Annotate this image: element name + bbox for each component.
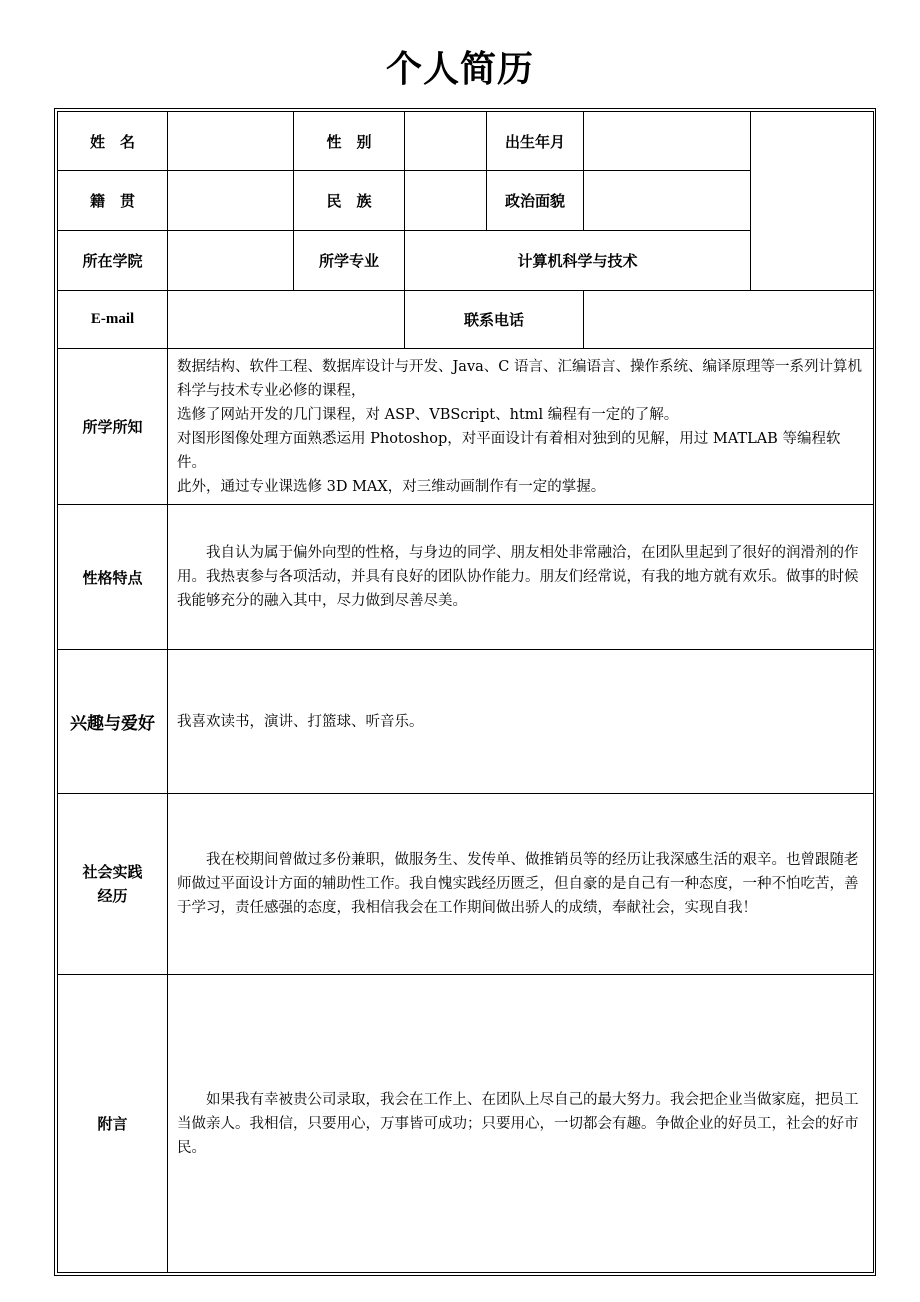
page-title: 个人简历 <box>385 49 534 90</box>
college-value-cell[interactable] <box>168 231 294 291</box>
resume-table-frame <box>54 108 876 1276</box>
hobbies-content <box>168 650 874 794</box>
knowledge-line: 对图形图像处理方面熟悉运用 Photoshop，对平面设计有着相对独到的见解，用过 MATLAB 等编程软件。 <box>177 430 841 471</box>
name-label: 姓 名 <box>58 112 168 171</box>
practice-label-line2: 经历 <box>97 887 128 905</box>
politics-label: 政治面貌 <box>487 171 584 231</box>
practice-label-line1: 社会实践 <box>82 863 143 881</box>
row-name <box>58 112 874 171</box>
personality-label: 性格特点 <box>58 505 168 650</box>
major-value: 计算机科学与技术 <box>405 231 751 291</box>
personality-text: 我自认为属于偏外向型的性格，与身边的同学、朋友相处非常融洽，在团队里起到了很好的润滑剂的作用。我热衷参与各项活动，并具有良好的团队协作能力。朋友们经常说，有我的地方就有欢乐。做事的时候我能够充分的融入其中，尽力做到尽善尽美。 <box>177 545 859 609</box>
hobbies-label: 兴趣与爱好 <box>58 650 168 794</box>
email-label: E-mail <box>58 291 168 349</box>
personality-content <box>168 505 874 650</box>
birth-value-cell[interactable] <box>584 112 751 171</box>
phone-value-cell[interactable] <box>584 291 874 349</box>
knowledge-content <box>168 349 874 505</box>
row-knowledge <box>58 349 874 505</box>
name-value-cell[interactable] <box>168 112 294 171</box>
college-label: 所在学院 <box>58 231 168 291</box>
practice-text: 我在校期间曾做过多份兼职，做服务生、发传单、做推销员等的经历让我深感生活的艰辛。也曾跟随老师做过平面设计方面的辅助性工作。我自愧实践经历匮乏，但自豪的是自己有一种态度，一种不怕吃苦，善于学习，责任感强的态度，我相信我会在工作期间做出骄人的成绩，奉献社会，实现自我！ <box>177 852 859 916</box>
hobbies-text: 我喜欢读书，演讲、打篮球、听音乐。 <box>177 713 424 730</box>
ethnicity-value-cell[interactable] <box>405 171 487 231</box>
row-practice <box>58 794 874 975</box>
row-contact <box>58 291 874 349</box>
origin-value-cell[interactable] <box>168 171 294 231</box>
knowledge-line: 选修了网站开发的几门课程，对 ASP、VBScript、html 编程有一定的了解。 <box>177 406 679 423</box>
practice-label <box>58 794 168 975</box>
major-label: 所学专业 <box>294 231 405 291</box>
remarks-label: 附言 <box>58 975 168 1273</box>
phone-label: 联系电话 <box>405 291 584 349</box>
row-hobbies <box>58 650 874 794</box>
row-personality <box>58 505 874 650</box>
politics-value-cell[interactable] <box>584 171 751 231</box>
remarks-text: 如果我有幸被贵公司录取，我会在工作上、在团队上尽自己的最大努力。我会把企业当做家庭，把员工当做亲人。我相信，只要用心，万事皆可成功；只要用心，一切都会有趣。争做企业的好员工，社会的好市民。 <box>177 1091 859 1156</box>
knowledge-line: 数据结构、软件工程、数据库设计与开发、Java、C 语言、汇编语言、操作系统、编译原理等一系列计算机科学与技术专业必修的课程， <box>177 358 862 399</box>
birth-label: 出生年月 <box>487 112 584 171</box>
remarks-content <box>168 975 874 1273</box>
origin-label: 籍 贯 <box>58 171 168 231</box>
practice-content <box>168 794 874 975</box>
gender-value-cell[interactable] <box>405 112 487 171</box>
row-remarks <box>58 975 874 1273</box>
photo-cell[interactable] <box>751 112 874 291</box>
email-value-cell[interactable] <box>168 291 405 349</box>
gender-label: 性 别 <box>294 112 405 171</box>
resume-table <box>57 111 874 1273</box>
knowledge-label: 所学所知 <box>58 349 168 505</box>
ethnicity-label: 民 族 <box>294 171 405 231</box>
knowledge-line: 此外，通过专业课选修 3D MAX，对三维动画制作有一定的掌握。 <box>177 478 606 495</box>
